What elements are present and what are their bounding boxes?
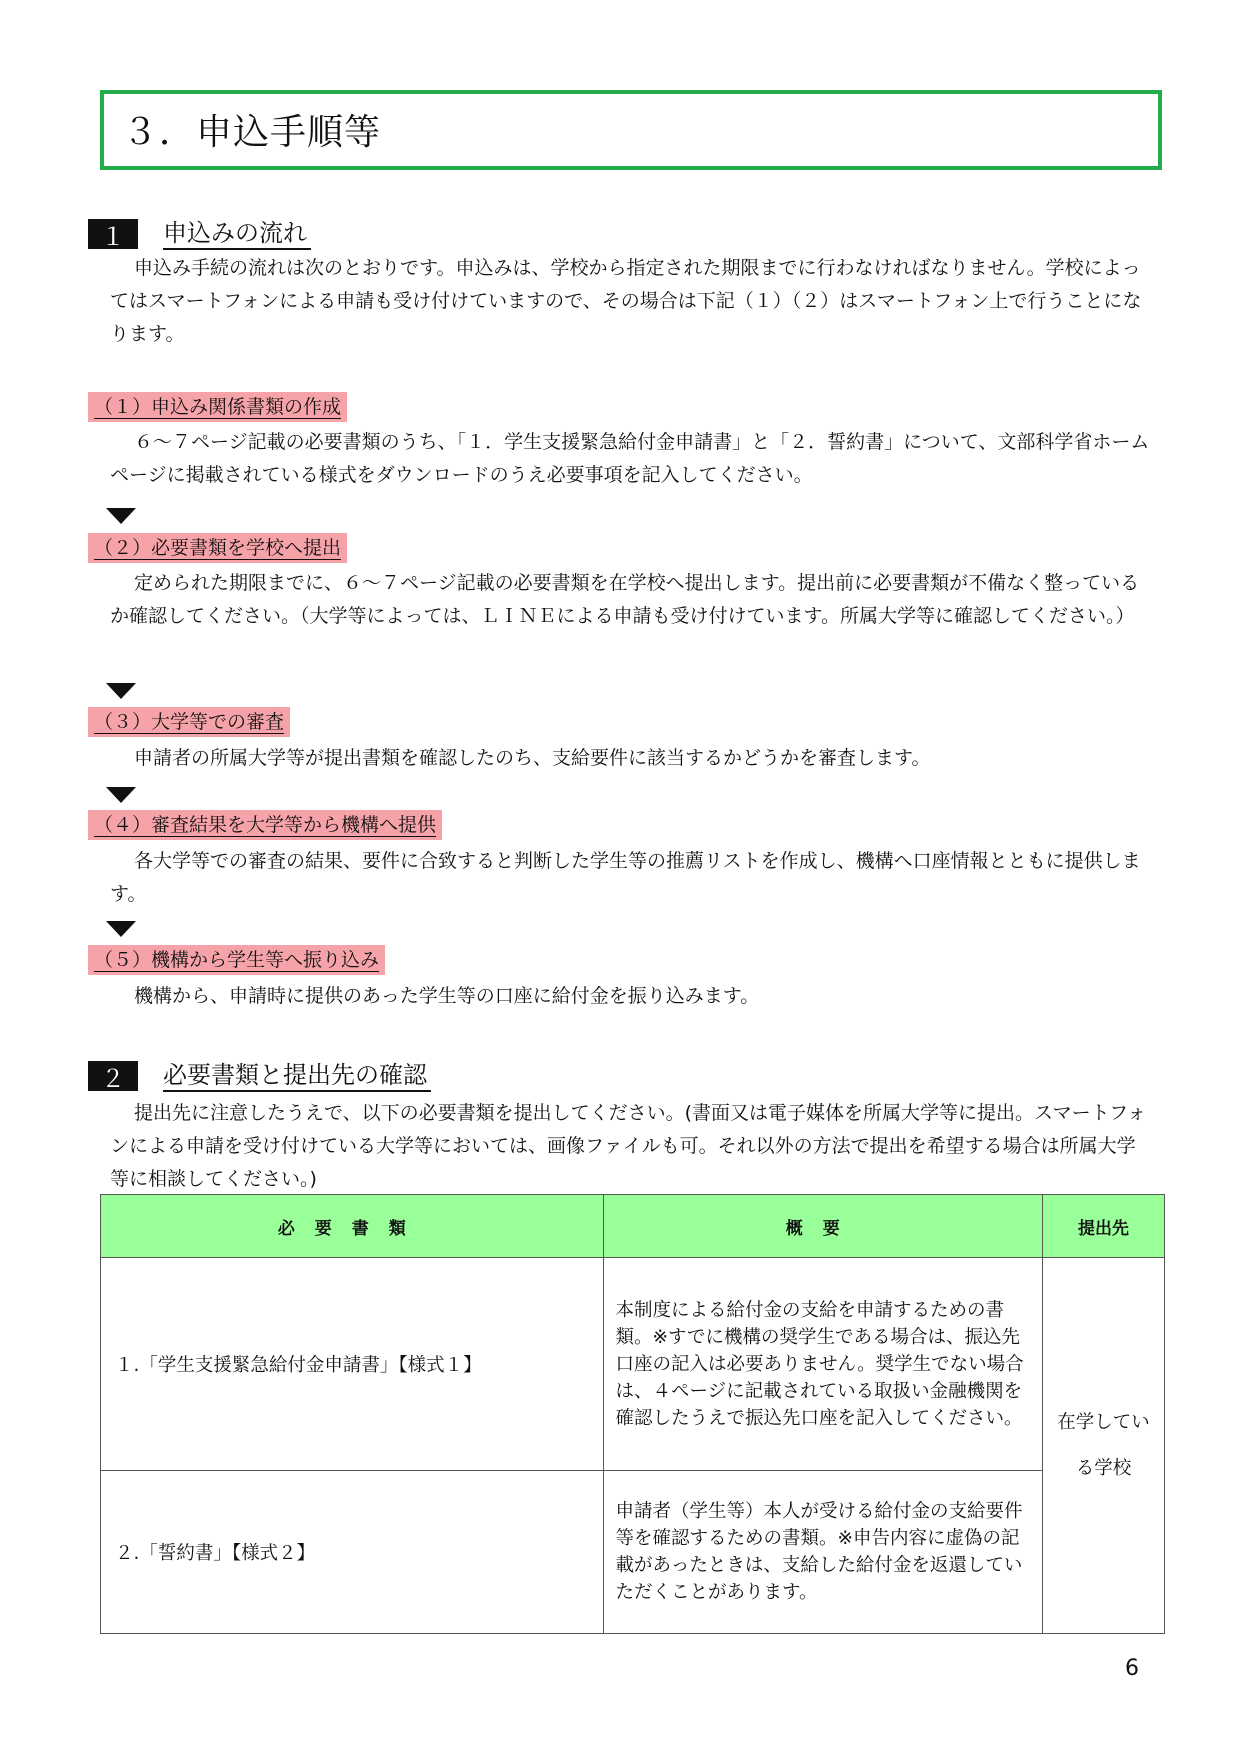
step3-text: 申請者の所属大学等が提出書類を確認したのち、支給要件に該当するかどうかを審査します。	[134, 747, 931, 769]
step1-text: ６〜７ページ記載の必要書類のうち、「１．学生支援緊急給付金申請書」と「２．誓約書」について、文部科学省ホームページに掲載されている様式をダウンロードのうえ必要事項を記入してください。	[110, 431, 1150, 486]
section1-number: １	[88, 219, 138, 249]
section2-heading	[88, 1060, 431, 1092]
documents-table	[100, 1194, 1165, 1634]
section2-title: 必要書類と提出先の確認	[163, 1060, 431, 1092]
step3-label: （３）大学等での審査	[88, 707, 290, 737]
table-row	[101, 1471, 1165, 1634]
row1-document: １.「学生支援緊急給付金申請書」【様式１】	[101, 1258, 604, 1471]
section2-number: ２	[88, 1061, 138, 1091]
row1-summary: 本制度による給付金の支給を申請するための書類。※すでに機構の奨学生である場合は、振込先口座の記入は必要ありません。奨学生でない場合は、４ページに記載されている取扱い金融機関を確認したうえで振込先口座を記入してください。	[603, 1258, 1043, 1471]
section1-heading	[88, 218, 311, 250]
section2-intro: 提出先に注意したうえで、以下の必要書類を提出してください。(書面又は電子媒体を所属大学等に提出。スマートフォンによる申請を受け付けている大学等においては、画像ファイルも可。それ以外の方法で提出を希望する場合は所属大学等に相談してください。)	[110, 1102, 1147, 1190]
page-number: 6	[1125, 1656, 1139, 1681]
header-summary: 概要	[603, 1195, 1043, 1258]
section1-intro: 申込み手続の流れは次のとおりです。申込みは、学校から指定された期限までに行わなければなりません。学校によってはスマートフォンによる申請も受け付けていますので、その場合は下記（１）（２）はスマートフォン上で行うことになります。	[110, 257, 1142, 345]
table-row	[101, 1258, 1165, 1471]
row2-document: ２.「誓約書」【様式２】	[101, 1471, 604, 1634]
flow-arrow-icon	[106, 787, 136, 803]
step2-text: 定められた期限までに、６〜７ページ記載の必要書類を在学校へ提出します。提出前に必要書類が不備なく整っているか確認してください。（大学等によっては、ＬＩＮＥによる申請も受け付けています。所属大学等に確認してください。）	[110, 572, 1140, 627]
step2-label: （２）必要書類を学校へ提出	[88, 533, 347, 563]
step4-text: 各大学等での審査の結果、要件に合致すると判断した学生等の推薦リストを作成し、機構へ口座情報とともに提供します。	[110, 850, 1141, 905]
chapter-title: ３．申込手順等	[122, 112, 382, 153]
destination-cell: 在学している学校	[1043, 1258, 1165, 1634]
section1-title: 申込みの流れ	[163, 218, 311, 250]
flow-arrow-icon	[106, 921, 136, 937]
chapter-title-box	[100, 90, 1162, 170]
row2-summary: 申請者（学生等）本人が受ける給付金の支給要件等を確認するための書類。※申告内容に虚偽の記載があったときは、支給した給付金を返還していただくことがあります。	[603, 1471, 1043, 1634]
header-documents: 必要書類	[101, 1195, 604, 1258]
step1-label: （１）申込み関係書類の作成	[88, 392, 347, 422]
flow-arrow-icon	[106, 508, 136, 524]
step4-label: （４）審査結果を大学等から機構へ提供	[88, 810, 442, 840]
header-destination: 提出先	[1043, 1195, 1165, 1258]
table-header-row	[101, 1195, 1165, 1258]
step5-text: 機構から、申請時に提供のあった学生等の口座に給付金を振り込みます。	[134, 985, 760, 1007]
flow-arrow-icon	[106, 683, 136, 699]
step5-label: （５）機構から学生等へ振り込み	[88, 945, 385, 975]
